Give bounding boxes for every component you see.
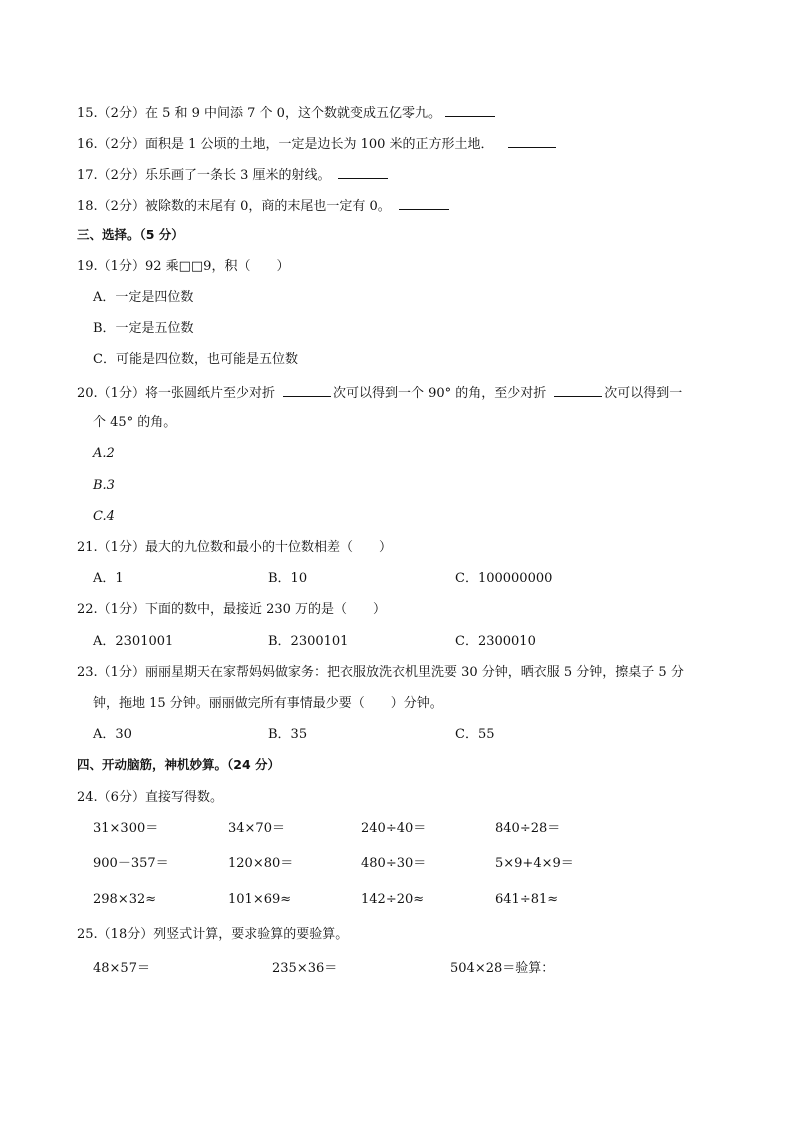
question-19-option-c[interactable]: C．可能是四位数，也可能是五位数 xyxy=(93,352,298,367)
calc-item: 48×57＝ xyxy=(93,961,150,976)
question-19-option-b[interactable]: B．一定是五位数 xyxy=(93,321,194,336)
question-23-option-a[interactable]: A．30 xyxy=(93,727,132,742)
calc-item: 120×80＝ xyxy=(228,856,294,871)
question-19-option-a[interactable]: A．一定是四位数 xyxy=(93,290,194,305)
section-4-heading: 四、开动脑筋，神机妙算。（24 分） xyxy=(77,757,280,772)
question-21: 21.（1分）最大的九位数和最小的十位数相差（ ） xyxy=(77,540,392,555)
question-15 xyxy=(77,105,499,120)
question-22-option-a[interactable]: A．2301001 xyxy=(93,634,174,649)
question-21-option-c[interactable]: C．100000000 xyxy=(455,571,553,586)
question-23-option-c[interactable]: C．55 xyxy=(455,727,495,742)
answer-blank[interactable] xyxy=(399,198,449,210)
question-16 xyxy=(77,136,560,151)
question-19: 19.（1分）92 乘□□9，积（ ） xyxy=(77,259,290,274)
question-18 xyxy=(77,198,453,213)
question-16-text: 16.（2分）面积是 1 公顷的土地，一定是边长为 100 米的正方形土地． xyxy=(77,137,494,152)
calc-item: 504×28＝验算： xyxy=(450,961,555,976)
question-21-option-a[interactable]: A．1 xyxy=(93,571,124,586)
calc-item: 641÷81≈ xyxy=(495,892,559,907)
question-20-text-2: 次可以得到一个 90° 的角，至少对折 xyxy=(332,386,547,401)
question-15-text: 15.（2分）在 5 和 9 中间添 7 个 0，这个数就变成五亿零九。 xyxy=(77,106,441,121)
question-17 xyxy=(77,167,392,182)
calc-item: 31×300＝ xyxy=(93,821,159,836)
question-17-text: 17.（2分）乐乐画了一条长 3 厘米的射线。 xyxy=(77,168,331,183)
calc-item: 240÷40＝ xyxy=(361,821,427,836)
question-20-option-c[interactable]: C.4 xyxy=(93,509,115,524)
calc-item: 900－357＝ xyxy=(93,856,169,871)
question-22: 22.（1分）下面的数中，最接近 230 万的是（ ） xyxy=(77,602,387,617)
question-20-option-b[interactable]: B.3 xyxy=(93,478,115,493)
answer-blank[interactable] xyxy=(338,167,388,179)
question-23-line-2: 钟，拖地 15 分钟。丽丽做完所有事情最少要（ ）分钟。 xyxy=(93,696,443,711)
calc-item: 142÷20≈ xyxy=(361,892,425,907)
question-24: 24.（6分）直接写得数。 xyxy=(77,790,223,805)
question-20-option-a[interactable]: A.2 xyxy=(93,446,115,461)
question-18-text: 18.（2分）被除数的末尾有 0，商的末尾也一定有 0。 xyxy=(77,199,391,214)
question-22-option-b[interactable]: B．2300101 xyxy=(268,634,349,649)
question-23: 23.（1分）丽丽星期天在家帮妈妈做家务：把衣服放洗衣机里洗要 30 分钟，晒衣服 5 分钟，擦桌子 5 分 xyxy=(77,665,684,680)
answer-blank[interactable] xyxy=(445,105,495,117)
question-25: 25.（18分）列竖式计算，要求验算的要验算。 xyxy=(77,927,349,942)
question-20-line-2: 个 45° 的角。 xyxy=(93,415,177,430)
question-20 xyxy=(77,385,682,400)
question-22-option-c[interactable]: C．2300010 xyxy=(455,634,536,649)
answer-blank[interactable] xyxy=(283,385,331,397)
question-20-text-1: 20.（1分）将一张圆纸片至少对折 xyxy=(77,386,275,401)
calc-item: 101×69≈ xyxy=(228,892,292,907)
answer-blank[interactable] xyxy=(508,136,556,148)
calc-item: 298×32≈ xyxy=(93,892,157,907)
question-23-option-b[interactable]: B．35 xyxy=(268,727,308,742)
calc-item: 5×9+4×9＝ xyxy=(495,856,574,871)
calc-item: 34×70＝ xyxy=(228,821,285,836)
calc-item: 235×36＝ xyxy=(272,961,338,976)
question-21-option-b[interactable]: B．10 xyxy=(268,571,308,586)
answer-blank[interactable] xyxy=(554,385,602,397)
section-3-heading: 三、选择。（5 分） xyxy=(77,227,184,242)
question-20-text-3: 次可以得到一 xyxy=(604,386,683,401)
calc-item: 840÷28＝ xyxy=(495,821,561,836)
calc-item: 480÷30＝ xyxy=(361,856,427,871)
